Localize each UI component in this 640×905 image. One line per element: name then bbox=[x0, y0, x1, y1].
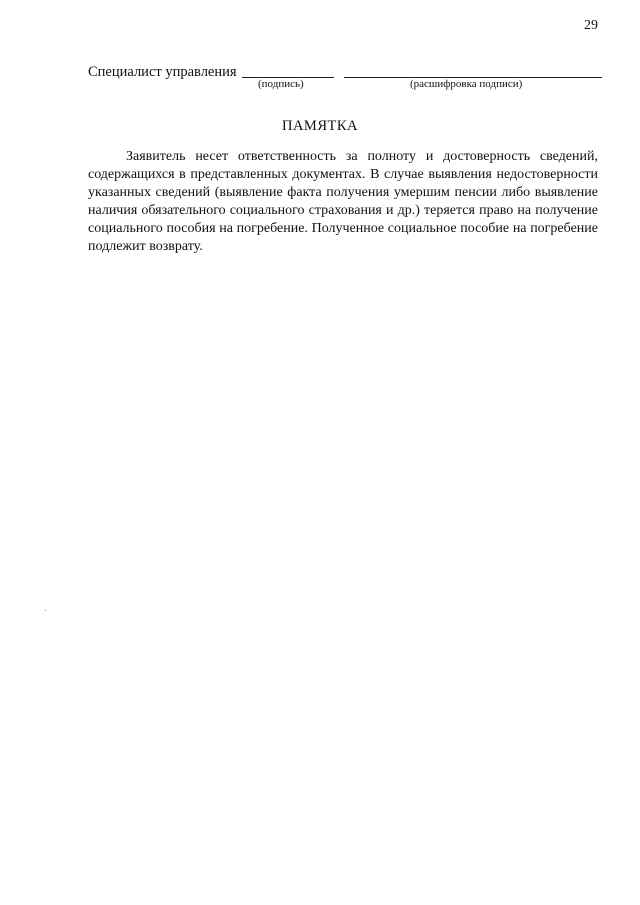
signature-decoding-caption: (расшифровка подписи) bbox=[410, 78, 523, 90]
memo-title: ПАМЯТКА bbox=[281, 118, 358, 134]
scan-artifact bbox=[45, 610, 46, 611]
signature-caption: (подпись) bbox=[258, 78, 304, 90]
page-number: 29 bbox=[584, 18, 598, 33]
signature-row bbox=[88, 58, 608, 98]
signature-label: Специалист управления bbox=[88, 64, 237, 80]
memo-text: Заявитель несет ответственность за полноту и достоверность сведений, содержащихся в представленных документах. В случае выявления недостоверности указанных сведений (выявление факта получения умершим пенсии либо выявление наличия обязательного социального страхования и др.) теряется право на получение социального пособия на погребение. Полученное социальное пособие на погребение подлежит возврату. bbox=[88, 149, 598, 254]
